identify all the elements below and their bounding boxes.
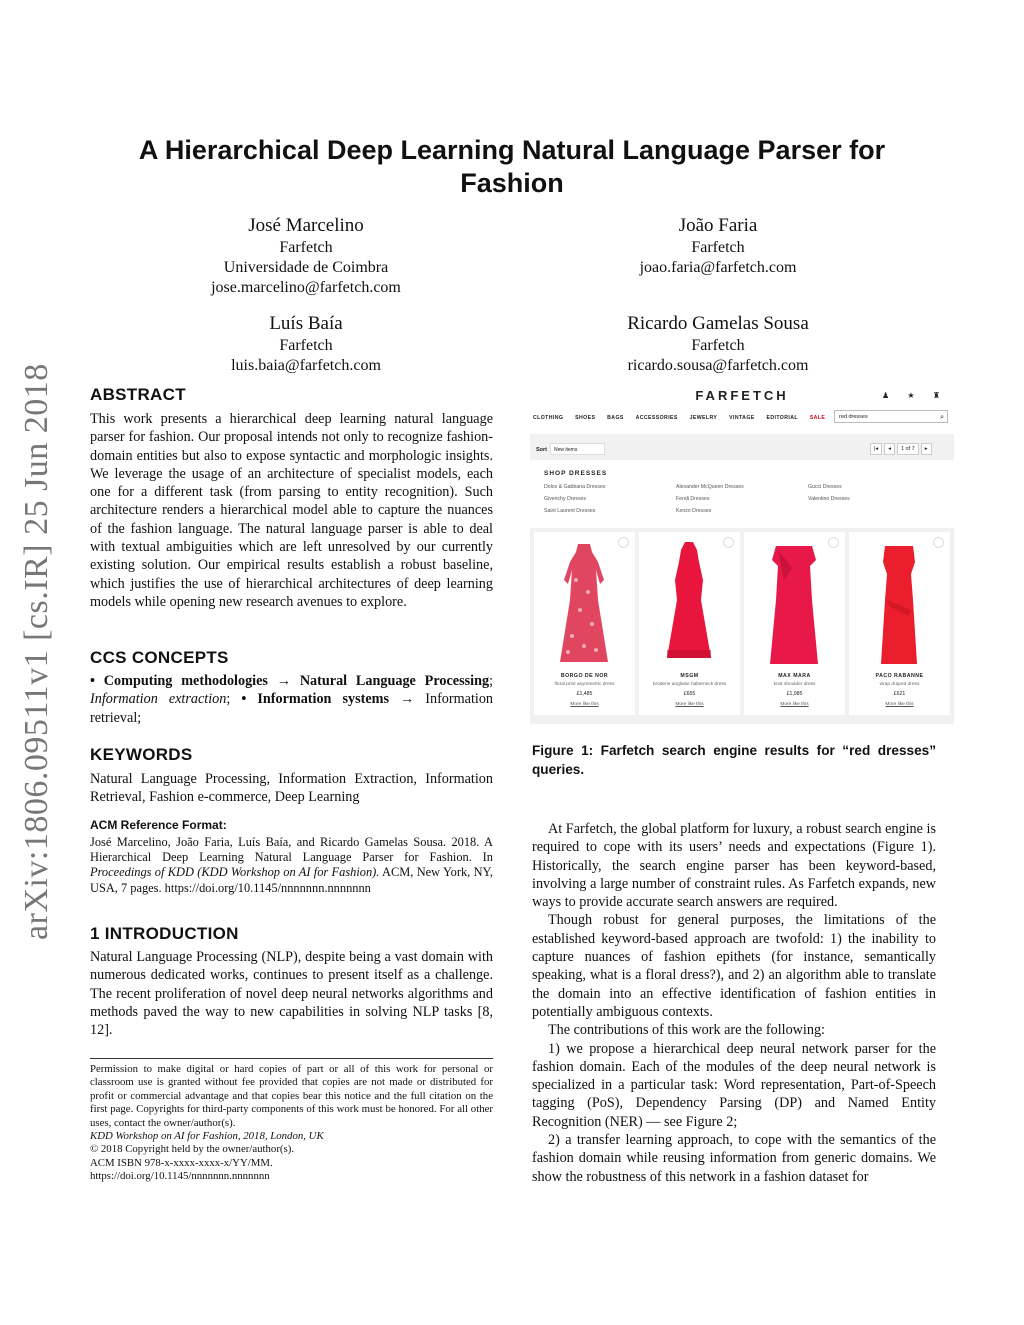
ccs-separator: ; xyxy=(226,691,231,708)
paragraph: 1) we propose a hierarchical deep neural network parser for the fashion domain. Each of the modules of the deep neural network is specialized in a particular task: Word representation, Part-of-Speech tagging (PoS), Dependency Parsing (DP) and Named Entity Recognition (NER) — see Figure 2; xyxy=(532,1040,936,1130)
author-name: José Marcelino xyxy=(248,215,364,236)
product-price: £655 xyxy=(683,691,696,697)
more-like-this-link: More like this xyxy=(885,702,914,707)
dress-image xyxy=(764,540,824,670)
more-like-this-link: More like this xyxy=(570,702,599,707)
nav-item: BAGS xyxy=(607,415,624,421)
nav-item-sale: SALE xyxy=(809,415,826,421)
product-price: £1,485 xyxy=(576,691,593,697)
category-link: Valentino Dresses xyxy=(808,496,850,502)
prev-page-icon: ◂ xyxy=(884,443,895,455)
dress-image xyxy=(659,540,719,670)
paragraph: At Farfetch, the global platform for luxury, a robust search engine is required to cope with its users’ needs and expectations (Figure 1). Historically, the search engine parser has been keyword-based, involving a large number of constraint rules. As Farfetch expands, new ways to provide accurate search answers are required. xyxy=(532,821,936,911)
paragraph: 2) a transfer learning approach, to cope with the semantics of the fashion domain while reusing information from generic domains. We show the robustness of this network in a fashion dataset for xyxy=(532,1132,936,1185)
footnote-copyright: © 2018 Copyright held by the owner/author(s). xyxy=(90,1143,295,1156)
keywords-text: Natural Language Processing, Information Extraction, Information Retrieval, Fashion e-commerce, Deep Learning xyxy=(90,771,493,806)
dress-image xyxy=(554,540,614,670)
product-description: floral print asymmetric dress xyxy=(554,682,615,687)
author-affiliation: Farfetch xyxy=(279,239,333,256)
product-brand: PACO RABANNE xyxy=(875,673,924,679)
figure-farfetch-screenshot xyxy=(530,382,954,724)
category-link: Saint Laurent Dresses xyxy=(544,508,596,514)
ccs-concept: Natural Language Processing xyxy=(299,673,490,689)
author-email: joao.faria@farfetch.com xyxy=(639,259,797,276)
author-block xyxy=(592,312,844,376)
author-affiliation: Farfetch xyxy=(279,337,333,354)
product-card xyxy=(849,532,950,715)
footnote xyxy=(90,1063,493,1184)
abstract-heading: ABSTRACT xyxy=(90,385,186,404)
product-description: knot shoulder dress xyxy=(773,682,816,687)
author-block xyxy=(180,214,432,298)
product-description: wrap draped dress xyxy=(879,682,920,687)
author-email: jose.marcelino@farfetch.com xyxy=(211,279,401,296)
product-brand: MAX MARA xyxy=(778,673,811,679)
author-affiliation: Universidade de Coimbra xyxy=(223,259,389,276)
product-description: broderie anglaise halterneck dress xyxy=(652,682,727,687)
wishlist-icon xyxy=(723,537,734,548)
paragraph: The contributions of this work are the following: xyxy=(548,1022,825,1039)
paragraph: Though robust for general purposes, the limitations of the established keyword-based approach are twofold: 1) the inability to capture nuances of fashion epithets (for instance, semantically speaking, what is a floral dress?), and 2) an algorithm able to translate the domain into an effective identification of fashion entities in potentially ambiguous contexts. xyxy=(532,912,936,1020)
product-price: £1,085 xyxy=(786,691,803,697)
next-page-icon: ▸ xyxy=(921,443,932,455)
ccs-arrow: → xyxy=(276,673,291,689)
author-affiliation: Farfetch xyxy=(691,239,745,256)
category-link: Fendi Dresses xyxy=(676,496,710,502)
paper-title: A Hierarchical Deep Learning Natural Language Parser for Fashion xyxy=(138,135,886,198)
product-brand: BORGO DE NOR xyxy=(560,673,609,679)
author-email: ricardo.sousa@farfetch.com xyxy=(627,357,809,374)
pagination xyxy=(868,443,932,455)
category-nav xyxy=(533,415,835,421)
intro-text xyxy=(90,948,493,1039)
author-email: luis.baia@farfetch.com xyxy=(231,357,381,374)
account-wishlist-bag-icons: ♟ ★ ♜ xyxy=(882,391,948,400)
product-price: £621 xyxy=(893,691,906,697)
author-affiliation: Farfetch xyxy=(691,337,745,354)
shop-dresses-title: SHOP DRESSES xyxy=(544,470,608,477)
nav-item: ACCESSORIES xyxy=(635,415,678,421)
search-value: red dresses xyxy=(839,414,868,420)
wishlist-icon xyxy=(828,537,839,548)
nav-item: VINTAGE xyxy=(729,415,755,421)
ccs-concept: Information retrieval; xyxy=(90,691,494,726)
intro-paragraph: Natural Language Processing (NLP), despite being a vast domain with numerous dedicated works, continues to present itself as a challenge. The recent proliferation of novel deep neural networks algorithms and methods paved the way to new capabilities in solving NLP tasks [8, 12]. xyxy=(90,949,493,1039)
ccs-concept: • Information systems xyxy=(241,691,389,708)
acm-ref-proceedings: Proceedings of KDD (KDD Workshop on AI for Fashion). xyxy=(90,865,380,880)
page-indicator: 1 of 7 xyxy=(897,443,919,455)
ccs-text xyxy=(90,672,493,727)
nav-item: CLOTHING xyxy=(533,415,564,421)
product-brand: MSGM xyxy=(680,673,699,679)
product-card xyxy=(534,532,635,715)
acm-ref-heading: ACM Reference Format: xyxy=(90,818,227,832)
farfetch-logo: FARFETCH xyxy=(695,388,789,403)
ccs-separator: ; xyxy=(489,673,494,689)
sort-label: Sort xyxy=(536,447,547,453)
category-link: Dolce & Gabbana Dresses xyxy=(544,484,606,490)
abstract-text xyxy=(90,410,493,611)
author-name: Luís Baía xyxy=(269,313,343,334)
figure-caption: Figure 1: Farfetch search engine results for “red dresses” queries. xyxy=(532,743,936,777)
acm-ref-line: ACM, New York, NY, USA, 7 pages. https://doi.org/10.1145/nnnnnnn.nnnnnnn xyxy=(90,865,493,895)
ccs-concept: Information extraction xyxy=(90,691,227,708)
ccs-arrow: → xyxy=(400,691,415,708)
acm-ref-text xyxy=(90,835,493,896)
author-block xyxy=(180,312,432,376)
intro-heading: 1 INTRODUCTION xyxy=(90,924,239,943)
dress-image xyxy=(869,540,929,670)
category-link: Givenchy Dresses xyxy=(544,496,587,502)
sort-select: New items xyxy=(550,443,605,455)
more-like-this-link: More like this xyxy=(675,702,704,707)
author-name: Ricardo Gamelas Sousa xyxy=(627,313,809,334)
nav-item: JEWELRY xyxy=(689,415,718,421)
category-link: Alexander McQueen Dresses xyxy=(676,484,744,490)
category-link: Kenzo Dresses xyxy=(676,508,712,514)
more-like-this-link: More like this xyxy=(780,702,809,707)
footnote-isbn: ACM ISBN 978-x-xxxx-xxxx-x/YY/MM. xyxy=(90,1156,273,1169)
footnote-permission: Permission to make digital or hard copies of part or all of this work for personal or classroom use is granted without fee provided that copies are not made or distributed for profit or commercial advantage and that copies bear this notice and the full citation on the first page. Copyrights for third-party components of this work must be honored. For all other uses, contact the owner/author(s). xyxy=(90,1063,493,1129)
search-icon: ⌕ xyxy=(940,414,944,421)
arxiv-stamp: arXiv:1806.09511v1 [cs.IR] 25 Jun 2018 xyxy=(18,363,55,940)
first-page-icon: |◂ xyxy=(870,443,882,455)
footnote-rule xyxy=(90,1058,493,1059)
product-card xyxy=(639,532,740,715)
wishlist-icon xyxy=(618,537,629,548)
keywords-heading: KEYWORDS xyxy=(90,745,193,764)
ccs-concept: • Computing methodologies xyxy=(90,673,268,689)
product-card xyxy=(744,532,845,715)
search-box xyxy=(834,410,948,423)
wishlist-icon xyxy=(933,537,944,548)
nav-item: SHOES xyxy=(575,415,596,421)
abstract-paragraph: This work presents a hierarchical deep learning natural language parser for fashion. Our proposal intends not only to recognize fashion-domain entities but also to expose syntactic and morphologic insights. We leverage the usage of an architecture of specialist models, each one for a different task (from parsing to entity recognition). Such architecture renders a hierarchical model able to capture the nuances of the fashion language. The natural language parser is able to deal with textual ambiguities which are left unresolved by our currently existing solution. Our empirical results establish a robust baseline, which justifies the use of hierarchical architectures of deep learning models while opening new research avenues to explore. xyxy=(90,411,493,610)
footnote-venue: KDD Workshop on AI for Fashion, 2018, London, UK xyxy=(90,1130,324,1143)
category-link: Gucci Dresses xyxy=(808,484,842,490)
acm-ref-line: José Marcelino, João Faria, Luís Baía, and Ricardo Gamelas Sousa. 2018. A Hierarchical Deep Learning Natural Language Parser for Fashion. In xyxy=(90,835,493,865)
author-name: João Faria xyxy=(678,215,758,236)
footnote-doi: https://doi.org/10.1145/nnnnnnn.nnnnnnn xyxy=(90,1170,270,1183)
ccs-heading: CCS CONCEPTS xyxy=(90,648,229,667)
right-column-text xyxy=(532,820,936,1186)
author-block xyxy=(592,214,844,278)
nav-item: EDITORIAL xyxy=(766,415,798,421)
